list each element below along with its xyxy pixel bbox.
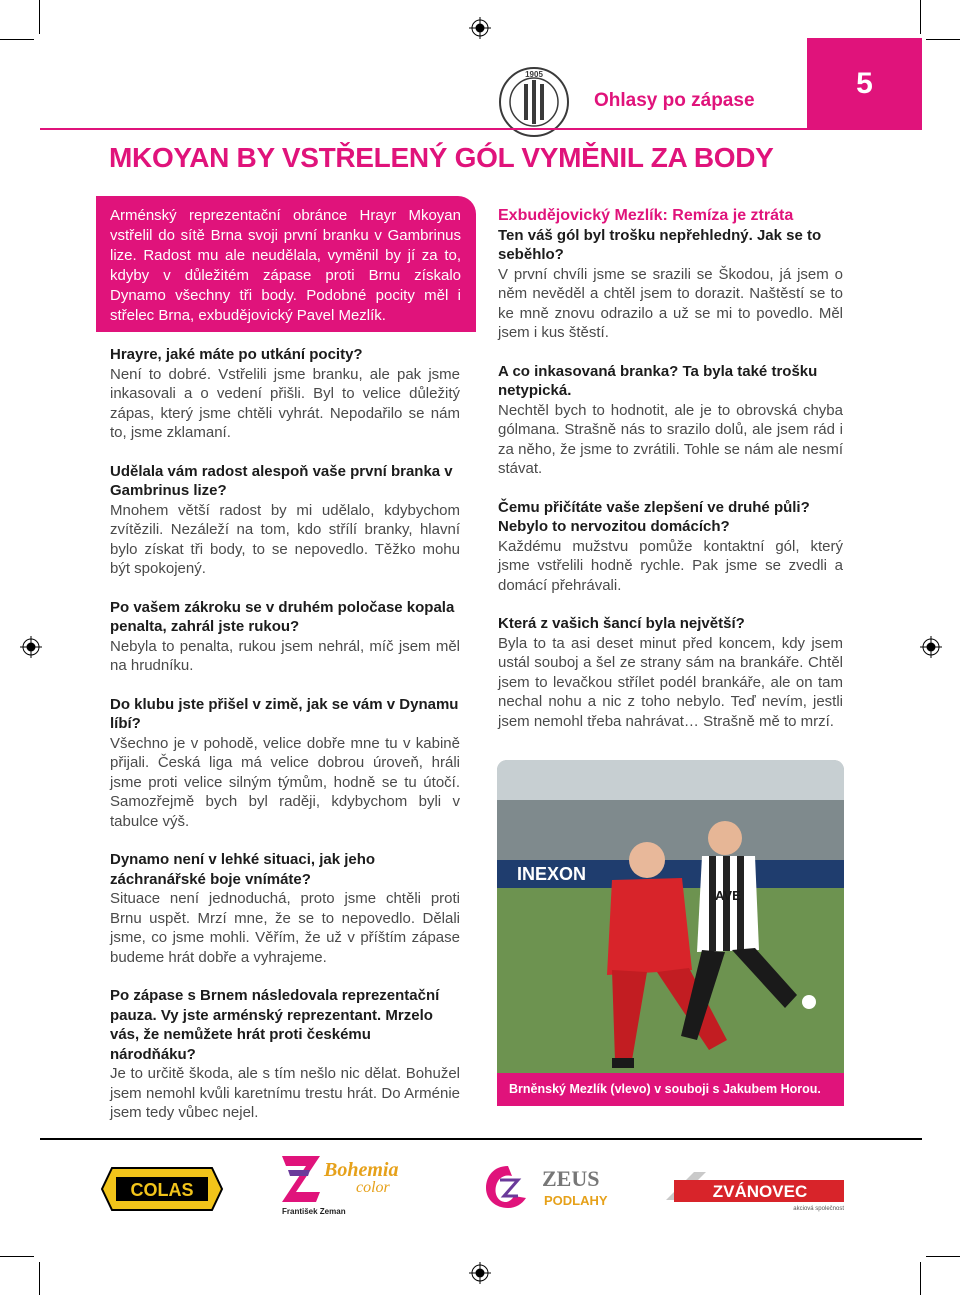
bohemia-text: Bohemia: [324, 1159, 399, 1181]
podlahy-text: PODLAHY: [544, 1193, 608, 1208]
answer: Všechno je v pohodě, velice dobře mne tu v kabině přijali. Česká liga má velice dobrou úroveň, hráli jsme proti velice silným týmům, hodně se tu útočí. Samozřejmě bych byl raději, kdybychom byli v tabulce výš.: [110, 734, 460, 830]
shirt-text: AVE: [715, 888, 741, 903]
qa-block: [110, 850, 460, 967]
question: Ten váš gól byl trošku nepřehledný. Jak se to seběhlo?: [498, 226, 822, 263]
qa-block: [498, 362, 843, 479]
color-text: color: [356, 1179, 390, 1196]
qa-block: [498, 226, 843, 343]
zvanovec-sub-text: akciová společnost: [793, 1206, 844, 1212]
sponsor-bohemia-color-logo: [280, 1152, 430, 1218]
qa-block: [110, 695, 460, 832]
question: Dynamo není v lehké situaci, jak jeho záchranářské boje vnímáte?: [110, 851, 376, 888]
right-column: [498, 206, 843, 750]
page-number: 5: [807, 38, 922, 130]
photo-caption: Brněnský Mezlík (vlevo) v souboji s Jakubem Horou.: [497, 1073, 844, 1106]
answer: Nebyla to penalta, rukou jsem nehrál, míč jsem měl na hrudníku.: [110, 637, 460, 674]
section-title: Ohlasy po zápase: [594, 90, 755, 111]
registration-mark-icon: [920, 636, 942, 658]
registration-mark-icon: [20, 636, 42, 658]
registration-mark-icon: [469, 1262, 491, 1284]
bohemia-person: František Zeman: [282, 1207, 346, 1216]
answer: Nechtěl bych to hodnotit, ale je to obrovská chyba gólmana. Strašně nás to srazilo dolů, ale jsem rád i za něho, že jsme to zvrátili. Tohle se nám ale nesmí stávat.: [498, 401, 843, 477]
crop-mark: [920, 0, 921, 34]
qa-block: [498, 614, 843, 731]
crop-mark: [39, 1262, 40, 1295]
zeus-text: ZEUS: [542, 1166, 600, 1191]
question: Po zápase s Brnem následovala reprezentační pauza. Vy jste arménský reprezentant. Mrzelo vás, že nemůžete hrát proti českému národňáku?: [110, 987, 440, 1063]
answer: Situace není jednoduchá, proto jsme chtěli proti Brnu uspět. Mrzí mne, že se to nepovedlo. Dělali jsme, co jsme mohli. Věřím, že už v příštím zápase budeme hrát dobře a vyhrajeme.: [110, 890, 460, 966]
crop-mark: [926, 39, 960, 40]
article-headline: MKOYAN BY VSTŘELENÝ GÓL VYMĚNIL ZA BODY: [109, 142, 774, 173]
qa-block: [110, 345, 460, 443]
sponsor-zvanovec-logo: [664, 1168, 848, 1212]
left-column: [110, 345, 460, 1142]
zvanovec-text: ZVÁNOVEC: [712, 1182, 808, 1201]
match-photo: [497, 760, 844, 1106]
crop-mark: [920, 1262, 921, 1295]
answer: Byla to ta asi deset minut před koncem, kdy jsem ustál souboj a šel ze strany sám na brankáře. Chtěl jsem to levačkou střílet podél brankáře, ale on tam nechal nohu a nic z toho nebylo. Teď nevím, jestli jsem nemohl třeba nahrávat… Strašně mě to mrzí.: [498, 634, 843, 730]
question: Po vašem zákroku se v druhém poločase kopala penalta, zahrál jste rukou?: [110, 598, 455, 635]
qa-block: [498, 498, 843, 596]
colas-text: COLAS: [130, 1180, 194, 1200]
footer-divider: [40, 1138, 922, 1140]
answer: Každému mužstvu pomůže kontaktní gól, který jsme vstřelili hodně rychle. Pak jsme se zvedli a domácí přehrávali.: [498, 537, 843, 594]
lead-box: Arménský reprezentační obránce Hrayr Mkoyan vstřelil do sítě Brna svoji první branku v Gambrinus lize. Radost mu ale neudělala, vyměnil by jí za to, kdyby v důležitém zápase proti Brnu získalo Dynamo všechny tři body. Podobné pocity měl i střelec Brna, exbudějovický Pavel Mezlík.: [96, 196, 476, 332]
answer: Není to dobré. Vstřelili jsme branku, ale pak jsme inkasovali a o vedení přišli. Byl to velice důležitý zápas, který jsme chtěli vyhrát. Nepodařilo se nám to, jsme zklamaní.: [110, 365, 460, 441]
registration-mark-icon: [469, 17, 491, 39]
crop-mark: [39, 0, 40, 34]
ad-board-text: INEXON: [517, 864, 587, 884]
question: Čemu přičítáte vaše zlepšení ve druhé půli? Nebylo to nervozitou domácích?: [498, 498, 810, 535]
answer: V první chvíli jsme se srazili se Škodou, já jsem o něm nevěděl a chtěl jsem to dorazit. Naštěstí se to ke mně znovu odrazilo a už se mi to povedlo. Měl jsem i kus štěstí.: [498, 265, 843, 341]
qa-block: [110, 986, 460, 1123]
qa-block: [110, 462, 460, 579]
interview-subheading: Exbudějovický Mezlík: Remíza je ztráta: [498, 207, 794, 224]
header-divider: [40, 128, 807, 130]
crop-mark: [0, 1256, 34, 1257]
qa-block: [110, 598, 460, 676]
sponsor-colas-logo: [100, 1162, 224, 1216]
answer: Mnohem větší radost by mi udělalo, kdybychom zvítězili. Nezáleží na tom, kdo střílí branky, hlavní bylo získat tři body, to se nepovedlo. Těžko mohu být spokojený.: [110, 501, 460, 577]
question: Do klubu jste přišel v zimě, jak se vám v Dynamu líbí?: [110, 695, 459, 732]
question: Udělala vám radost alespoň vaše první branka v Gambrinus lize?: [110, 462, 453, 499]
crop-mark: [0, 39, 34, 40]
question: Která z vašich šancí byla největší?: [498, 615, 745, 632]
question: Hrayre, jaké máte po utkání pocity?: [110, 346, 363, 363]
question: A co inkasovaná branka? Ta byla také trošku netypická.: [498, 362, 818, 399]
sponsor-zeus-logo: [484, 1160, 614, 1214]
logo-year: 1905: [525, 70, 543, 79]
crop-mark: [926, 1256, 960, 1257]
answer: Je to určitě škoda, ale s tím nešlo nic dělat. Bohužel jsem nemohl kvůli karetnímu trestu hrát. Do Arménie jsem tedy vůbec nejel.: [110, 1065, 460, 1121]
